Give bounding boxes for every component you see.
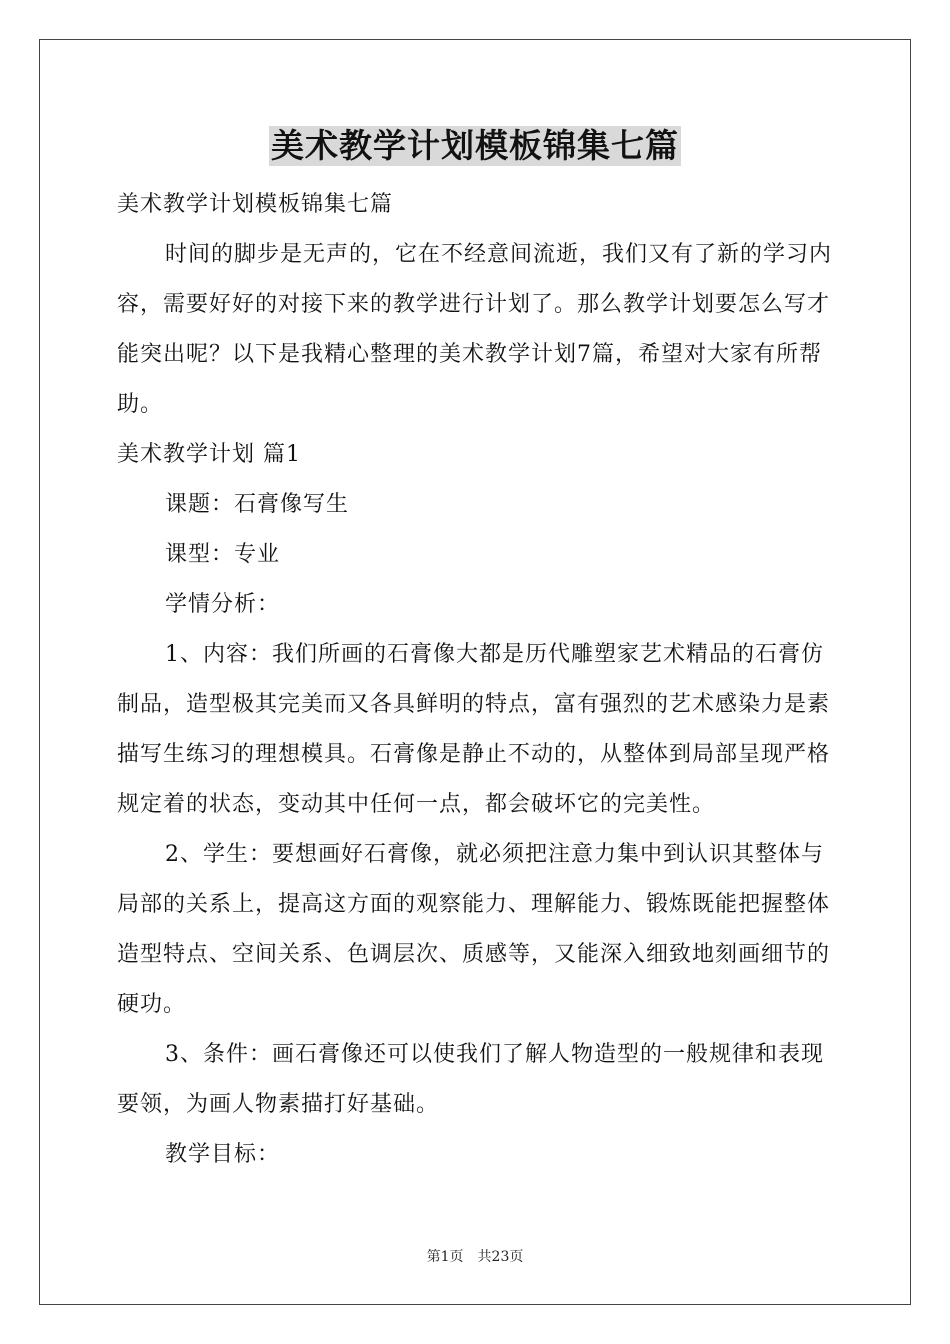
- paragraph: 3、条件：画石膏像还可以使我们了解人物造型的一般规律和表现要领，为画人物素描打好基础。: [117, 1042, 824, 1117]
- page-number: 第1页 共23页: [426, 1249, 524, 1265]
- document-title: 美术教学计划模板锦集七篇: [271, 126, 679, 165]
- paragraph: 1、内容：我们所画的石膏像大都是历代雕塑家艺术精品的石膏仿制品，造型极其完美而又各具鲜明的特点，富有强烈的艺术感染力是素描写生练习的理想模具。石膏像是静止不动的，从整体到局部呈现严格规定着的状态，变动其中任何一点，都会破坏它的完美性。: [117, 642, 831, 817]
- paragraph: 课型：专业: [165, 542, 281, 567]
- paragraph: 教学目标：: [165, 1142, 281, 1167]
- title-container: [0, 126, 950, 166]
- section-heading: 美术教学计划 篇1: [117, 442, 301, 467]
- paragraph: 学情分析：: [165, 592, 281, 617]
- paragraph: 时间的脚步是无声的，它在不经意间流逝，我们又有了新的学习内容，需要好好的对接下来的教学进行计划了。那么教学计划要怎么写才能突出呢？以下是我精心整理的美术教学计划7篇，希望对大家有所帮助。: [117, 242, 833, 417]
- paragraph: 课题：石膏像写生: [165, 492, 350, 517]
- paragraph: 2、学生：要想画好石膏像，就必须把注意力集中到认识其整体与局部的关系上，提高这方面的观察能力、理解能力、锻炼既能把握整体造型特点、空间关系、色调层次、质感等，又能深入细致地刻画细节的硬功。: [117, 842, 831, 1017]
- paragraph: 美术教学计划模板锦集七篇: [117, 192, 394, 217]
- document-body: [117, 180, 837, 1180]
